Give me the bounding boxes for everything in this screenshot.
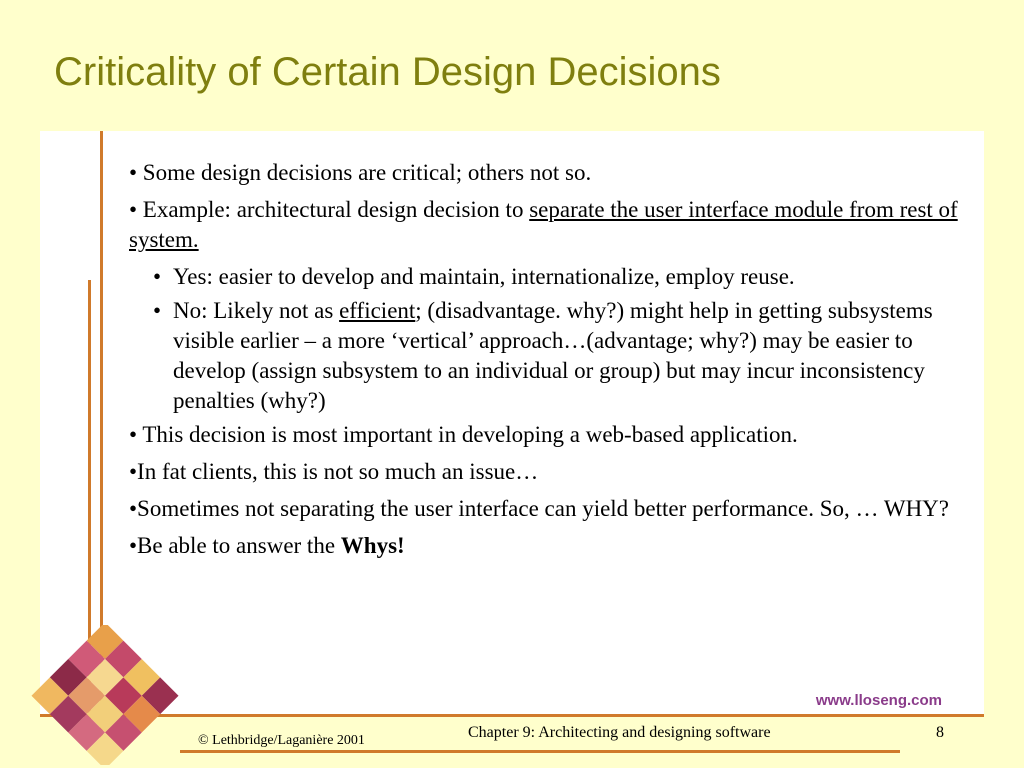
subbullet-yes [153, 262, 959, 292]
horizontal-rule-bottom [180, 750, 900, 753]
subbullet-dot: • [153, 264, 162, 289]
horizontal-rule-top [40, 714, 984, 717]
quilt-logo [30, 625, 180, 765]
slide-body [129, 158, 959, 568]
bullet-whys-text: •Be able to answer the [129, 533, 341, 558]
bold-whys: Whys! [340, 533, 405, 558]
bullet-whys [129, 531, 959, 561]
bullet-performance: •Sometimes not separating the user interface can yield better performance. So, … WHY? [129, 496, 950, 521]
bullet-web-based: • This decision is most important in developing a web-based application. [129, 422, 798, 447]
footer-chapter: Chapter 9: Architecting and designing software [468, 724, 771, 741]
subbullet-no-rest: ; (disadvantage. why?) might help in getting subsystems visible earlier – a more ‘vertical’ approach…(advantage; why?) may be easier to develop (assign subsystem to an individual or group) but may incur inconsistency penalties (why?) [173, 298, 933, 413]
subbullet-no-prefix: No: Likely not as [173, 298, 340, 323]
subbullet-yes-text: Yes: easier to develop and maintain, internationalize, employ reuse. [173, 264, 795, 289]
bullet-example-text: • Example: architectural design decision to [129, 197, 530, 222]
underlined-separate-ui: separate the user interface module from rest of system. [129, 197, 958, 252]
subbullet-dot: • [153, 298, 162, 323]
subbullet-no [153, 296, 959, 416]
footer-copyright: © Lethbridge/Laganière 2001 [198, 733, 365, 748]
underlined-efficient: efficient [339, 298, 416, 323]
brand-url: www.lloseng.com [815, 692, 942, 709]
slide-title: Criticality of Certain Design Decisions [54, 50, 721, 94]
bullet-example [129, 195, 959, 255]
page-number: 8 [936, 724, 944, 741]
bullet-fat-clients: •In fat clients, this is not so much an issue… [129, 459, 539, 484]
bullet-critical-decisions: • Some design decisions are critical; others not so. [129, 160, 592, 185]
